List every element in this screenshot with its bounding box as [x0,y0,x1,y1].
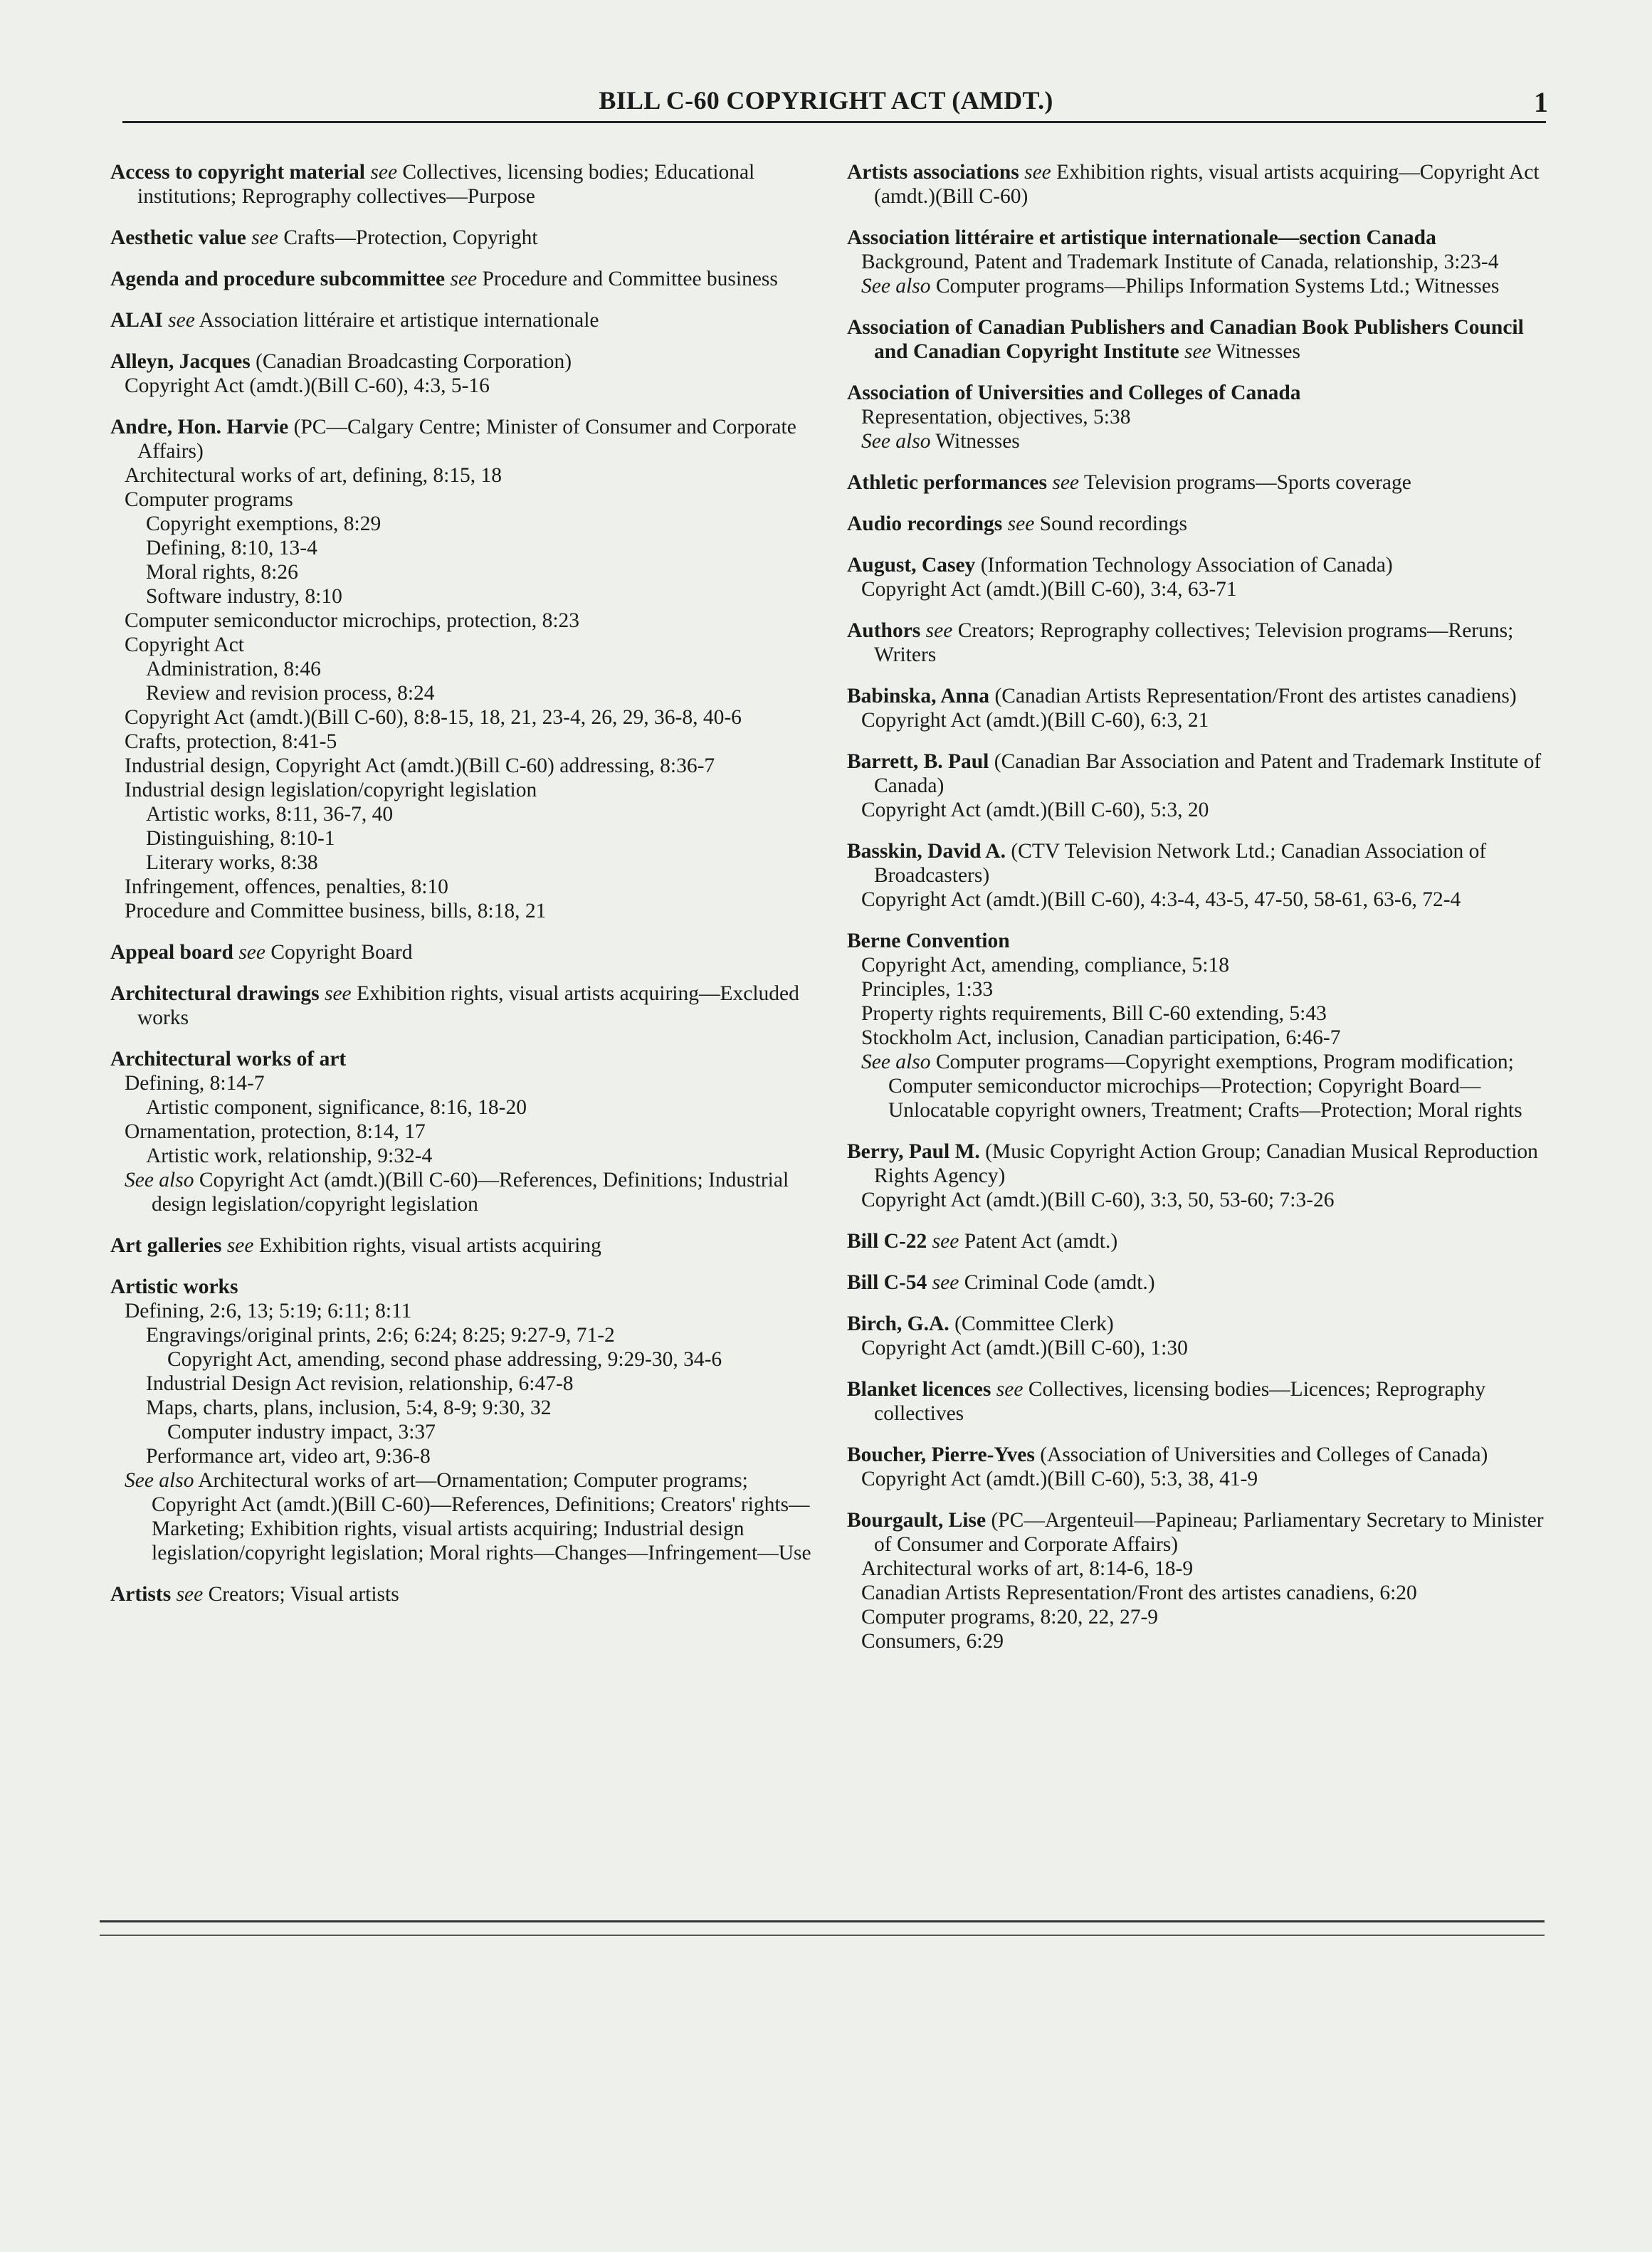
index-heading-text: (PC—Argenteuil—Papineau; Parliamentary Secretary to Minister of Consumer and Corporate Affairs) [874,1509,1544,1556]
index-entry-heading-line [110,160,811,209]
see-also-label: See also [861,275,931,298]
index-subentry [110,1444,811,1468]
index-entry [847,1312,1548,1360]
see-reference-label: see [450,268,478,290]
index-subentry-text: Canadian Artists Representation/Front des artistes canadiens, 6:20 [861,1582,1417,1604]
index-subentry [110,1299,811,1323]
index-heading: Babinska, Anna [847,685,990,707]
index-entry [847,1377,1548,1426]
index-entry [110,982,811,1030]
see-reference-label: see [932,1271,959,1294]
page-title: BILL C-60 COPYRIGHT ACT (AMDT.) [599,86,1053,115]
index-heading: Bill C-54 [847,1271,927,1294]
index-heading: Artists [110,1583,172,1606]
index-subentry [110,584,811,609]
index-entry [110,940,811,964]
index-heading: Access to copyright material [110,161,365,184]
index-heading-text: (Canadian Broadcasting Corporation) [256,350,572,373]
index-entry-heading-line [110,415,811,463]
index-entry [847,1229,1548,1253]
index-heading-text: Criminal Code (amdt.) [964,1271,1155,1294]
index-entry-heading-line [110,1582,811,1606]
index-subentry [110,1168,811,1216]
index-heading: Bill C-22 [847,1230,927,1253]
index-heading: Athletic performances [847,471,1047,494]
index-heading: Audio recordings [847,512,1003,535]
index-subentry [847,1188,1548,1212]
index-subentry-text: Crafts, protection, 8:41-5 [125,730,337,753]
index-heading-text: (PC—Calgary Centre; Minister of Consumer and Corporate Affairs) [137,416,796,463]
index-subentry-text: Computer industry impact, 3:37 [167,1421,436,1443]
index-entry-heading-line [847,381,1548,405]
index-entry-heading-line [110,982,811,1030]
index-entry [847,1140,1548,1212]
index-entry [110,267,811,291]
index-subentry-text: Ornamentation, protection, 8:14, 17 [125,1120,426,1143]
index-subentry-text: Computer programs—Philips Information Systems Ltd.; Witnesses [935,275,1500,298]
index-heading-text: Creators; Reprography collectives; Television programs—Reruns; Writers [874,619,1514,666]
index-entry-heading-line [110,1275,811,1299]
index-heading-text: (Canadian Artists Representation/Front des artistes canadiens) [994,685,1517,707]
index-subentry [847,1026,1548,1050]
index-subentry-text: Industrial design, Copyright Act (amdt.)(Bill C-60) addressing, 8:36-7 [125,754,715,777]
index-subentry-text: Defining, 2:6, 13; 5:19; 6:11; 8:11 [125,1300,412,1322]
index-heading-text: (Committee Clerk) [954,1312,1114,1335]
see-reference-label: see [176,1583,204,1606]
index-subentry-text: Procedure and Committee business, bills, 8:18, 21 [125,900,547,922]
index-subentry [847,1050,1548,1122]
see-reference-label: see [238,941,265,964]
index-subentry-text: Artistic work, relationship, 9:32-4 [146,1145,433,1167]
index-heading-text: (Information Technology Association of Canada) [980,554,1393,577]
index-subentry [110,512,811,536]
index-entry [847,929,1548,1122]
index-subentry [110,488,811,512]
index-subentry [847,577,1548,601]
index-subentry-text: Computer programs, 8:20, 22, 27-9 [861,1606,1159,1629]
index-subentry [110,754,811,778]
index-subentry-text: Copyright Act (amdt.)(Bill C-60), 4:3, 5-16 [125,374,490,397]
index-entry [847,226,1548,298]
index-subentry-text: Engravings/original prints, 2:6; 6:24; 8:25; 9:27-9, 71-2 [146,1324,615,1347]
see-reference-label: see [168,309,195,332]
index-subentry-text: Defining, 8:10, 13-4 [146,537,317,559]
index-subentry-text: Copyright Act (amdt.)(Bill C-60), 1:30 [861,1337,1188,1359]
index-heading-text: Procedure and Committee business [482,268,778,290]
index-subentry-text: Copyright Act, amending, compliance, 5:18 [861,954,1229,977]
index-heading: Agenda and procedure subcommittee [110,268,446,290]
index-subentry [847,1581,1548,1605]
index-subentry-text: Principles, 1:33 [861,978,994,1001]
index-subentry [110,1468,811,1565]
index-entry [847,1508,1548,1653]
index-subentry-text: Literary works, 8:38 [146,851,318,874]
index-subentry-text: Performance art, video art, 9:36-8 [146,1445,431,1468]
index-subentry-text: Architectural works of art, 8:14-6, 18-9 [861,1557,1194,1580]
index-subentry [847,798,1548,822]
index-heading: ALAI [110,309,163,332]
index-entry-heading-line [847,315,1548,364]
index-subentry [847,274,1548,298]
index-heading: Andre, Hon. Harvie [110,416,289,438]
index-subentry-text: Industrial Design Act revision, relationship, 6:47-8 [146,1372,574,1395]
see-also-label: See also [125,1169,194,1191]
index-heading: Basskin, David A. [847,840,1006,863]
index-heading-text: Patent Act (amdt.) [964,1230,1118,1253]
index-subentry-text: Copyright Act (amdt.)(Bill C-60), 8:8-15, 18, 21, 23-4, 26, 29, 36-8, 40-6 [125,706,742,729]
index-entry-heading-line [847,512,1548,536]
index-subentry [110,1347,811,1372]
index-entry-heading-line [847,470,1548,495]
index-subentry [847,1336,1548,1360]
index-entry [847,315,1548,364]
index-entry-heading-line [110,940,811,964]
index-entry [847,470,1548,495]
index-heading-text: Collectives, licensing bodies—Licences; Reprography collectives [874,1378,1486,1425]
index-subentry-text: Architectural works of art—Ornamentation; Computer programs; Copyright Act (amdt.)(Bill C-60)—References, Definitions; Creators' rights—Marketing; Exhibition rights, visual artists acquiring; Industrial design legislation/copyright legislation; Moral rights—Changes—Infringement—Use [152,1469,811,1564]
index-subentry-text: Copyright exemptions, 8:29 [146,512,382,535]
index-heading-text: Association littéraire et artistique internationale [199,309,599,332]
index-subentry [110,560,811,584]
index-subentry-text: Infringement, offences, penalties, 8:10 [125,875,448,898]
index-entry-heading-line [110,267,811,291]
index-subentry [110,1420,811,1444]
index-subentry-text: Copyright Act (amdt.)(Bill C-60)—References, Definitions; Industrial design legislation/copyright legislation [152,1169,789,1216]
index-heading: Association littéraire et artistique internationale—section Canada [847,226,1436,249]
index-heading: Artistic works [110,1275,238,1298]
index-subentry [110,657,811,681]
see-also-label: See also [861,1051,931,1073]
index-subentry-text: Artistic works, 8:11, 36-7, 40 [146,803,394,826]
index-entry-heading-line [847,1443,1548,1467]
index-entry-heading-line [110,1047,811,1071]
index-heading-text: Witnesses [1216,340,1300,363]
index-entry-heading-line [847,226,1548,250]
index-entry-heading-line [847,929,1548,953]
index-subentry-text: Background, Patent and Trademark Institute of Canada, relationship, 3:23-4 [861,251,1499,273]
index-heading-text: (CTV Television Network Ltd.; Canadian Association of Broadcasters) [874,840,1487,887]
index-heading: Aesthetic value [110,226,246,249]
index-subentry-text: Architectural works of art, defining, 8:15, 18 [125,464,503,487]
page-number: 1 [1534,86,1548,118]
index-entry-heading-line [847,553,1548,577]
index-entry [110,1275,811,1565]
index-entry-heading-line [847,684,1548,708]
index-subentry [847,1467,1548,1491]
index-subentry [847,708,1548,732]
index-heading: Association of Canadian Publishers and Canadian Book Publishers Council and Canadian Copyright Institute [847,316,1524,363]
index-heading: Art galleries [110,1234,222,1257]
index-subentry [110,1396,811,1420]
index-subentry [847,405,1548,429]
index-subentry-text: Moral rights, 8:26 [146,561,298,584]
index-heading: Alleyn, Jacques [110,350,251,373]
see-reference-label: see [226,1234,254,1257]
see-reference-label: see [324,982,352,1005]
index-subentry [847,888,1548,912]
see-reference-label: see [370,161,398,184]
index-subentry [847,977,1548,1001]
index-subentry-text: Witnesses [935,430,1020,453]
see-reference-label: see [1024,161,1051,184]
index-subentry-text: Artistic component, significance, 8:16, 18-20 [146,1096,527,1119]
index-heading: Artists associations [847,161,1019,184]
index-subentry-text: Representation, objectives, 5:38 [861,406,1131,428]
see-also-label: See also [861,430,931,453]
index-heading-text: Exhibition rights, visual artists acquiring—Copyright Act (amdt.)(Bill C-60) [874,161,1540,208]
index-subentry [110,730,811,754]
see-reference-label: see [1007,512,1035,535]
index-subentry-text: Maps, charts, plans, inclusion, 5:4, 8-9; 9:30, 32 [146,1396,552,1419]
index-entry-heading-line [847,839,1548,888]
index-heading-text: Exhibition rights, visual artists acquiring [258,1234,601,1257]
see-reference-label: see [925,619,953,642]
index-subentry [110,875,811,899]
index-entry-heading-line [847,160,1548,209]
index-subentry [110,1372,811,1396]
index-heading: Authors [847,619,921,642]
index-subentry-text: Computer programs [125,488,293,511]
index-entry-heading-line [847,1377,1548,1426]
index-subentry [110,1323,811,1347]
index-subentry-text: Copyright Act (amdt.)(Bill C-60), 5:3, 20 [861,799,1209,821]
index-subentry-text: Copyright Act (amdt.)(Bill C-60), 6:3, 21 [861,709,1209,732]
index-entry [847,684,1548,732]
index-heading-text: Creators; Visual artists [208,1583,399,1606]
index-subentry-text: Industrial design legislation/copyright legislation [125,779,537,801]
index-subentry-text: Consumers, 6:29 [861,1630,1004,1653]
index-entry [847,381,1548,453]
index-subentry [110,1095,811,1120]
index-subentry [110,826,811,851]
index-heading: August, Casey [847,554,976,577]
index-entry [847,619,1548,667]
index-subentry-text: Administration, 8:46 [146,658,321,680]
index-entry-heading-line [847,1270,1548,1295]
index-entry-heading-line [110,1233,811,1258]
index-heading: Berry, Paul M. [847,1140,980,1163]
index-heading: Association of Universities and Colleges of Canada [847,382,1301,404]
index-subentry [110,851,811,875]
index-heading-text: (Music Copyright Action Group; Canadian Musical Reproduction Rights Agency) [874,1140,1538,1187]
index-subentry [110,802,811,826]
index-heading: Birch, G.A. [847,1312,949,1335]
index-subentry [110,899,811,923]
index-subentry [847,1557,1548,1581]
index-subentry [110,374,811,398]
index-entry [847,749,1548,822]
index-heading: Berne Convention [847,930,1010,952]
index-entry-heading-line [847,749,1548,798]
index-heading: Architectural drawings [110,982,320,1005]
index-entry-heading-line [110,349,811,374]
see-reference-label: see [1184,340,1211,363]
header-rule [122,121,1546,123]
index-subentry [110,633,811,657]
index-entry [847,1270,1548,1295]
index-heading: Barrett, B. Paul [847,750,989,773]
index-subentry-text: Computer semiconductor microchips, protection, 8:23 [125,609,580,632]
index-subentry-text: Stockholm Act, inclusion, Canadian participation, 6:46-7 [861,1026,1341,1049]
index-entry-heading-line [847,1140,1548,1188]
index-entry-heading-line [847,1312,1548,1336]
index-heading-text: Exhibition rights, visual artists acquiring—Excluded works [137,982,799,1029]
index-entry [847,160,1548,209]
index-subentry-text: Review and revision process, 8:24 [146,682,435,705]
see-reference-label: see [251,226,278,249]
index-heading-text: (Canadian Bar Association and Patent and Trademark Institute of Canada) [874,750,1542,797]
index-subentry [110,1144,811,1168]
see-reference-label: see [932,1230,959,1253]
index-entry [110,349,811,398]
index-subentry [110,681,811,705]
index-subentry [847,429,1548,453]
index-subentry [847,1605,1548,1629]
index-entry [847,839,1548,912]
index-heading: Blanket licences [847,1378,991,1401]
index-heading-text: Collectives, licensing bodies; Educational institutions; Reprography collectives—Purpose [137,161,755,208]
footer-rule-secondary [100,1935,1545,1936]
index-subentry [110,536,811,560]
index-heading: Architectural works of art [110,1048,347,1070]
see-also-label: See also [125,1469,194,1492]
index-column-right [847,160,1548,1670]
index-subentry-text: Software industry, 8:10 [146,585,342,608]
index-subentry [110,609,811,633]
index-subentry-text: Copyright Act (amdt.)(Bill C-60), 3:3, 50, 53-60; 7:3-26 [861,1189,1335,1211]
index-subentry [110,1071,811,1095]
index-entry [110,226,811,250]
index-entry-heading-line [110,308,811,332]
see-reference-label: see [1052,471,1080,494]
index-entry-heading-line [847,619,1548,667]
index-heading-text: Television programs—Sports coverage [1083,471,1411,494]
index-heading-text: Copyright Board [270,941,413,964]
index-heading-text: Sound recordings [1039,512,1187,535]
index-subentry-text: Computer programs—Copyright exemptions, Program modification; Computer semiconductor microchips—Protection; Copyright Board—Unlocatable copyright owners, Treatment; Crafts—Protection; Moral rights [888,1051,1522,1122]
index-heading: Bourgault, Lise [847,1509,987,1532]
index-subentry-text: Copyright Act, amending, second phase addressing, 9:29-30, 34-6 [167,1348,722,1371]
footer-rule [100,1920,1545,1922]
index-subentry [110,778,811,802]
index-entry [110,1233,811,1258]
index-entry [110,415,811,923]
index-subentry-text: Distinguishing, 8:10-1 [146,827,335,850]
index-subentry-text: Copyright Act [125,633,244,656]
index-subentry [110,1120,811,1144]
index-subentry [847,953,1548,977]
index-subentry [847,1001,1548,1026]
index-entry-heading-line [847,1508,1548,1557]
index-entry-heading-line [110,226,811,250]
index-column-left [110,160,811,1624]
index-entry [110,160,811,209]
index-subentry-text: Copyright Act (amdt.)(Bill C-60), 4:3-4, 43-5, 47-50, 58-61, 63-6, 72-4 [861,888,1461,911]
index-heading: Boucher, Pierre-Yves [847,1443,1035,1466]
see-reference-label: see [996,1378,1024,1401]
index-heading-text: (Association of Universities and Colleges of Canada) [1040,1443,1488,1466]
index-subentry-text: Copyright Act (amdt.)(Bill C-60), 5:3, 38, 41-9 [861,1468,1258,1490]
index-subentry-text: Copyright Act (amdt.)(Bill C-60), 3:4, 63-71 [861,578,1237,601]
index-entry [847,553,1548,601]
index-subentry-text: Property rights requirements, Bill C-60 extending, 5:43 [861,1002,1327,1025]
index-heading-text: Crafts—Protection, Copyright [283,226,538,249]
index-entry [847,1443,1548,1491]
index-entry [110,308,811,332]
index-entry-heading-line [847,1229,1548,1253]
index-entry [847,512,1548,536]
index-subentry [110,705,811,730]
index-entry [110,1047,811,1216]
index-subentry [110,463,811,488]
index-subentry [847,250,1548,274]
index-entry [110,1582,811,1606]
index-heading: Appeal board [110,941,233,964]
index-subentry-text: Defining, 8:14-7 [125,1072,265,1095]
index-subentry [847,1629,1548,1653]
